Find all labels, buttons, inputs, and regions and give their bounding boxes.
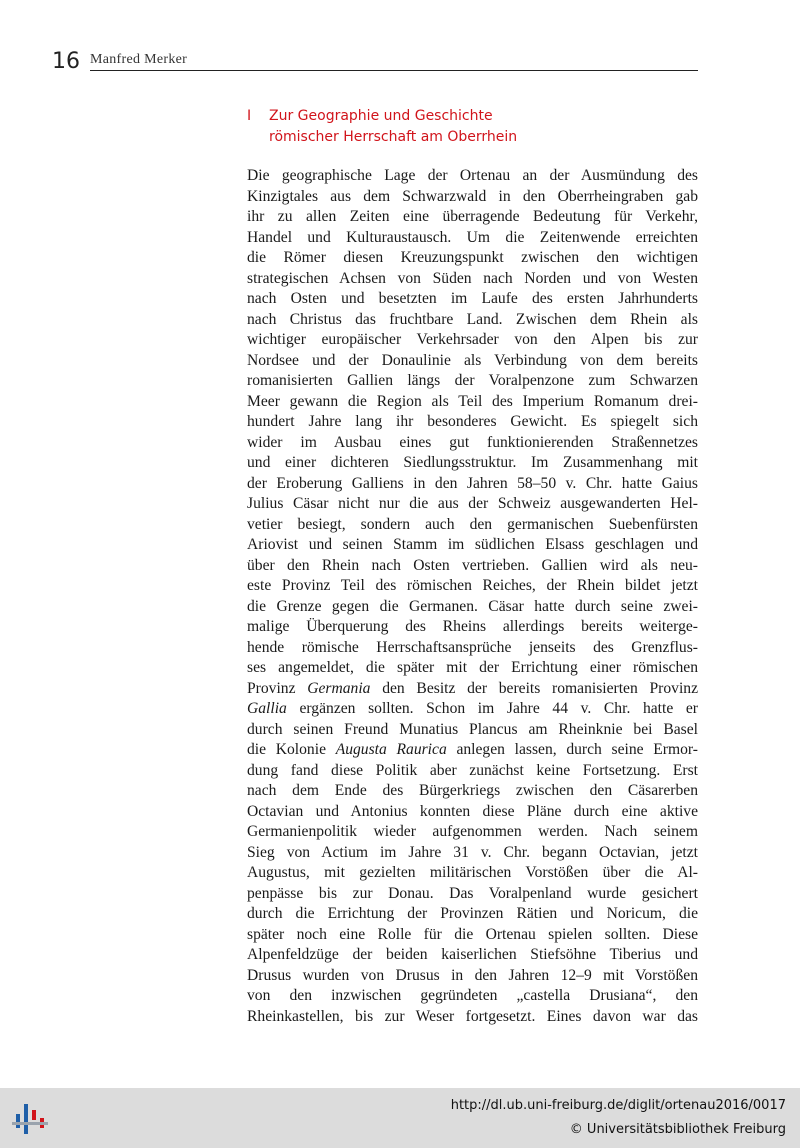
body-line: durch die Errichtung der Provinzen Rätien und Noricum, die bbox=[247, 905, 698, 922]
body-line: Sieg von Actium im Jahre 31 v. Chr. begann Octavian, jetzt bbox=[247, 843, 698, 861]
page-header bbox=[52, 50, 698, 74]
italic-term: Germania bbox=[307, 679, 371, 697]
body-line: von den inzwischen gegründeten „castella Drusiana“, den bbox=[247, 987, 698, 1004]
library-logo-icon bbox=[10, 1100, 52, 1136]
body-line: Rheinkastellen, bis zur Weser fortgesetzt. Eines davon war das bbox=[247, 1007, 698, 1025]
body-line: wider im Ausbau eines gut funktionierenden Straßennetzes bbox=[247, 433, 698, 451]
body-line: nach Christus das fruchtbare Land. Zwischen dem Rhein als bbox=[247, 310, 698, 328]
italic-term: Gallia bbox=[247, 700, 287, 717]
body-line: Octavian und Antonius konnten diese Pläne durch eine aktive bbox=[247, 802, 698, 820]
body-line: über den Rhein nach Osten vertrieben. Gallien wird als neu- bbox=[247, 556, 698, 574]
body-line: ses angemeldet, die später mit der Errichtung einer römischen bbox=[247, 659, 698, 676]
body-line: die Grenze gegen die Germanen. Cäsar hatte durch seine zwei- bbox=[247, 597, 698, 615]
running-head-author: Manfred Merker bbox=[90, 52, 188, 67]
header-rule bbox=[90, 70, 698, 71]
footer-url-link[interactable]: http://dl.ub.uni-freiburg.de/diglit/ortenau2016/0017 bbox=[450, 1098, 786, 1113]
body-line: Kinzigtales aus dem Schwarzwald in den Oberrheingraben gab bbox=[247, 187, 698, 205]
body-line: malige Überquerung des Rheins allerdings bereits weiterge- bbox=[247, 618, 698, 635]
body-line: Julius Cäsar nicht nur die aus der Schweiz ausgewanderten Hel- bbox=[247, 495, 698, 512]
body-line: ihr zu allen Zeiten eine überragende Bedeutung für Verkehr, bbox=[247, 208, 698, 225]
body-line: penpässe bis zur Donau. Das Voralpenland wurde gesichert bbox=[247, 884, 698, 902]
body-line: Meer gewann die Region als Teil des Imperium Romanum drei- bbox=[247, 392, 698, 410]
page-number: 16 bbox=[52, 49, 80, 74]
body-line: Augustus, mit gezielten militärischen Vorstößen über die Al- bbox=[247, 864, 698, 881]
italic-term: Augusta Raurica bbox=[335, 741, 447, 758]
body-line: vetier besiegt, sondern auch den germanischen Suebenfürsten bbox=[247, 515, 698, 533]
body-line: Germanienpolitik wieder aufgenommen werden. Nach seinem bbox=[247, 823, 698, 840]
section-title bbox=[269, 106, 699, 148]
footer-copyright: © Universitätsbibliothek Freiburg bbox=[569, 1122, 786, 1137]
body-line: Die geographische Lage der Ortenau an der Ausmündung des bbox=[247, 167, 698, 184]
body-line: die Kolonie Augusta Raurica anlegen lassen, durch seine Ermor- bbox=[247, 741, 698, 758]
body-line: romanisierten Gallien längs der Voralpenzone zum Schwarzen bbox=[247, 372, 698, 389]
body-line: Handel und Kulturaustausch. Um die Zeitenwende erreichten bbox=[247, 228, 698, 246]
body-line: hende römische Herrschaftsansprüche jenseits des Grenzflus- bbox=[247, 638, 698, 656]
body-line: durch seinen Freund Munatius Plancus am Rheinknie bei Basel bbox=[247, 720, 698, 738]
section-title-line: römischer Herrschaft am Oberrhein bbox=[269, 129, 518, 145]
body-line: Gallia ergänzen sollten. Schon im Jahre 44 v. Chr. hatte er bbox=[247, 700, 698, 717]
section-number: I bbox=[247, 108, 252, 124]
body-line: Ariovist und seinen Stamm im südlichen Elsass geschlagen und bbox=[247, 536, 698, 553]
body-line: und einer dichteren Siedlungsstruktur. Im Zusammenhang mit bbox=[247, 454, 698, 471]
footer-bar bbox=[0, 1088, 800, 1148]
body-line: dung fand diese Politik aber zunächst keine Fortsetzung. Erst bbox=[247, 761, 698, 779]
body-line: Alpenfeldzüge der beiden kaiserlichen Stiefsöhne Tiberius und bbox=[247, 946, 698, 963]
body-line: hundert Jahre lang ihr besonderes Gewicht. Es spiegelt sich bbox=[247, 413, 698, 430]
body-line: Nordsee und der Donaulinie als Verbindung von dem bereits bbox=[247, 351, 698, 369]
body-line: die Römer diesen Kreuzungspunkt zwischen den wichtigen bbox=[247, 249, 698, 266]
body-line: este Provinz Teil des römischen Reiches, der Rhein bildet jetzt bbox=[247, 577, 698, 594]
body-line: wichtiger europäischer Verkehrsader von den Alpen bis zur bbox=[247, 331, 698, 348]
body-line: strategischen Achsen von Süden nach Norden und von Westen bbox=[247, 269, 698, 287]
body-line: nach dem Ende des Bürgerkriegs zwischen den Cäsarerben bbox=[247, 782, 698, 799]
body-line: nach Osten und besetzten im Laufe des ersten Jahrhunderts bbox=[247, 290, 698, 307]
body-line: der Eroberung Galliens in den Jahren 58–50 v. Chr. hatte Gaius bbox=[247, 474, 698, 492]
section-title-line: Zur Geographie und Geschichte bbox=[269, 108, 493, 124]
body-paragraph bbox=[247, 166, 698, 1027]
body-line: später noch eine Rolle für die Ortenau spielen sollten. Diese bbox=[247, 925, 698, 943]
body-line: Provinz Germania den Besitz der bereits romanisierten Provinz bbox=[247, 679, 698, 697]
body-line: Drusus wurden von Drusus in den Jahren 12–9 mit Vorstößen bbox=[247, 966, 698, 984]
